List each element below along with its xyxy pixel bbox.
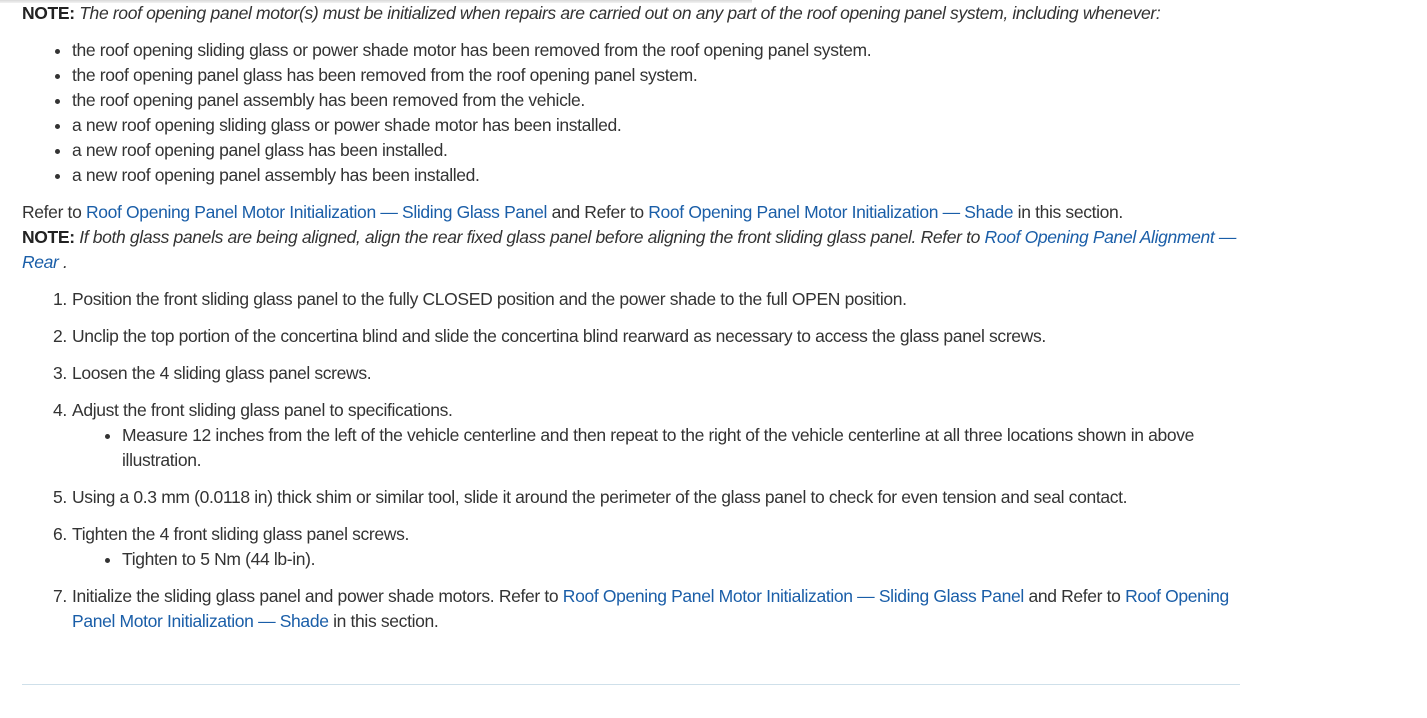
refer-text: Refer to [22, 202, 86, 222]
link-motor-init-shade[interactable]: Roof Opening Panel Motor Initialization — Shade [648, 202, 1014, 222]
step-text: Position the front sliding glass panel to the fully CLOSED position and the power shade to the full OPEN position. [72, 289, 907, 309]
step-text: Tighten the 4 front sliding glass panel screws. [72, 524, 409, 544]
step-number: 1. [53, 289, 67, 309]
refer-text: in this section. [1013, 202, 1123, 222]
section-divider [22, 684, 1240, 685]
step-4 [53, 398, 1242, 473]
note-initialization [22, 1, 1242, 26]
step-5 [53, 485, 1242, 510]
step-text: Unclip the top portion of the concertina blind and slide the concertina blind rearward as necessary to access the glass panel screws. [72, 326, 1046, 346]
link-motor-init-sliding-glass[interactable]: Roof Opening Panel Motor Initialization — Sliding Glass Panel [85, 202, 548, 222]
note-label: NOTE: [22, 227, 75, 247]
refer-paragraph [22, 200, 1242, 225]
note-text: The roof opening panel motor(s) must be initialized when repairs are carried out on any part of the roof opening panel system, including whenever: [74, 3, 1161, 23]
substep-item: • Tighten to 5 Nm (44 lb-in). [122, 547, 1242, 572]
step-text: Using a 0.3 mm (0.0118 in) thick shim or similar tool, slide it around the perimeter of the glass panel to check for even tension and seal contact. [72, 487, 1128, 507]
list-item: • a new roof opening sliding glass or power shade motor has been installed. [72, 113, 1242, 138]
step-text: Initialize the sliding glass panel and power shade motors. Refer to [72, 586, 563, 606]
step-text: Loosen the 4 sliding glass panel screws. [72, 363, 372, 383]
note-label: NOTE: [22, 3, 75, 23]
step-1 [53, 287, 1242, 312]
step-number: 7. [53, 586, 67, 606]
note-alignment [22, 225, 1242, 275]
step-3 [53, 361, 1242, 386]
list-item: • a new roof opening panel glass has been installed. [72, 138, 1242, 163]
step-number: 2. [53, 326, 67, 346]
procedure-steps [22, 287, 1242, 634]
step-number: 6. [53, 524, 67, 544]
step-number: 4. [53, 400, 67, 420]
step-4-substeps [72, 423, 1242, 473]
refer-text: and Refer to [547, 202, 649, 222]
note-text: If both glass panels are being aligned, align the rear fixed glass panel before aligning the front sliding glass panel. Refer to [74, 227, 985, 247]
list-item: • the roof opening sliding glass or power shade motor has been removed from the roof opening panel system. [72, 38, 1242, 63]
list-item: • the roof opening panel glass has been removed from the roof opening panel system. [72, 63, 1242, 88]
step-2 [53, 324, 1242, 349]
link-motor-init-sliding-glass[interactable]: Roof Opening Panel Motor Initialization — Sliding Glass Panel [562, 586, 1024, 606]
link-motor-init-shade[interactable]: Roof Opening Panel Motor Initialization — Shade [72, 586, 1229, 631]
step-text: in this section. [328, 611, 439, 631]
initialization-conditions-list [22, 38, 1242, 188]
list-item: • the roof opening panel assembly has been removed from the vehicle. [72, 88, 1242, 113]
step-7 [53, 584, 1242, 634]
step-text: and Refer to [1023, 586, 1126, 606]
substep-item: • Measure 12 inches from the left of the vehicle centerline and then repeat to the right of the vehicle centerline at all three locations shown in above illustration. [122, 423, 1242, 473]
step-text: Adjust the front sliding glass panel to specifications. [72, 400, 453, 420]
link-panel-alignment-rear[interactable]: Roof Opening Panel Alignment — Rear [22, 227, 1237, 272]
step-number: 3. [53, 363, 67, 383]
document-content [22, 1, 1242, 646]
step-6-substeps [72, 547, 1242, 572]
step-6 [53, 522, 1242, 572]
list-item: • a new roof opening panel assembly has been installed. [72, 163, 1242, 188]
note-text: . [58, 252, 68, 272]
step-number: 5. [53, 487, 67, 507]
